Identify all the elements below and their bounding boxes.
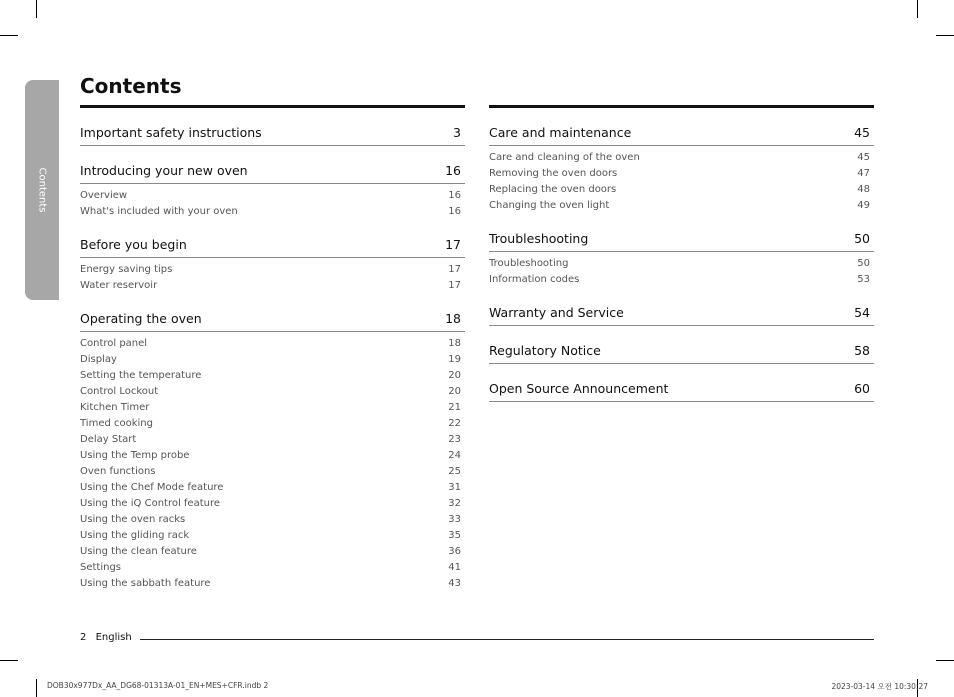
toc-item-page: 17 bbox=[448, 264, 461, 275]
toc-item-label: Changing the oven light bbox=[489, 200, 610, 211]
toc-section bbox=[489, 326, 874, 364]
toc-item-label: Control panel bbox=[80, 338, 148, 349]
crop-mark bbox=[36, 0, 37, 18]
toc-item-label: Overview bbox=[80, 190, 128, 201]
toc-item[interactable] bbox=[80, 432, 465, 448]
toc-item-label: Using the iQ Control feature bbox=[80, 498, 221, 509]
toc-item-label: Replacing the oven doors bbox=[489, 184, 617, 195]
toc-item-page: 31 bbox=[448, 482, 461, 493]
toc-item-page: 24 bbox=[448, 450, 461, 461]
toc-section-page: 16 bbox=[445, 163, 461, 178]
toc-item-list bbox=[80, 258, 465, 294]
side-tab bbox=[25, 80, 59, 300]
toc-section bbox=[80, 108, 465, 146]
toc-item-label: Timed cooking bbox=[80, 418, 153, 429]
crop-mark bbox=[917, 0, 918, 18]
toc-section-heading[interactable] bbox=[489, 381, 874, 402]
toc-section-title: Troubleshooting bbox=[489, 231, 589, 246]
toc-item[interactable] bbox=[80, 576, 465, 592]
toc-left-column bbox=[80, 105, 465, 592]
toc-item-list bbox=[489, 146, 874, 214]
toc-section-title: Regulatory Notice bbox=[489, 343, 601, 358]
toc-item-label: Using the Chef Mode feature bbox=[80, 482, 224, 493]
toc-item-label: Troubleshooting bbox=[489, 258, 569, 269]
toc-item[interactable] bbox=[489, 150, 874, 166]
toc-item-label: Kitchen Timer bbox=[80, 402, 150, 413]
toc-section bbox=[80, 146, 465, 220]
toc-item-label: Using the Temp probe bbox=[80, 450, 190, 461]
crop-mark bbox=[936, 35, 954, 36]
toc-section-page: 18 bbox=[445, 311, 461, 326]
toc-item-page: 19 bbox=[448, 354, 461, 365]
footer-rule bbox=[140, 639, 874, 640]
toc-item[interactable] bbox=[489, 272, 874, 288]
toc-item[interactable] bbox=[80, 204, 465, 220]
toc-section-title: Before you begin bbox=[80, 237, 187, 252]
side-tab-label: Contents bbox=[36, 167, 48, 213]
toc-item[interactable] bbox=[80, 278, 465, 294]
toc-section-page: 58 bbox=[854, 343, 870, 358]
footer-page-info bbox=[80, 632, 132, 643]
toc-item-page: 47 bbox=[857, 168, 870, 179]
imprint-file: DOB30x977Dx_AA_DG68-01313A-01_EN+MES+CFR.indb 2 bbox=[47, 681, 269, 690]
page-number: 2 bbox=[80, 632, 87, 643]
toc-item-page: 21 bbox=[448, 402, 461, 413]
toc-item-page: 48 bbox=[857, 184, 870, 195]
toc-item-label: Information codes bbox=[489, 274, 580, 285]
toc-item-list bbox=[489, 252, 874, 288]
toc-item[interactable] bbox=[80, 464, 465, 480]
toc-item-label: Using the clean feature bbox=[80, 546, 197, 557]
toc-item-page: 35 bbox=[448, 530, 461, 541]
toc-item-page: 36 bbox=[448, 546, 461, 557]
crop-mark bbox=[936, 660, 954, 661]
toc-item[interactable] bbox=[80, 336, 465, 352]
crop-mark bbox=[0, 660, 18, 661]
crop-mark bbox=[36, 679, 37, 697]
toc-item-page: 16 bbox=[448, 190, 461, 201]
toc-item-page: 53 bbox=[857, 274, 870, 285]
toc-item[interactable] bbox=[80, 448, 465, 464]
toc-item-label: Using the gliding rack bbox=[80, 530, 190, 541]
toc-item-page: 25 bbox=[448, 466, 461, 477]
toc-section-heading[interactable] bbox=[80, 163, 465, 184]
toc-item[interactable] bbox=[80, 560, 465, 576]
toc-item[interactable] bbox=[80, 480, 465, 496]
toc-section bbox=[489, 108, 874, 214]
toc-section-title: Open Source Announcement bbox=[489, 381, 669, 396]
toc-item[interactable] bbox=[489, 182, 874, 198]
toc-item-page: 18 bbox=[448, 338, 461, 349]
imprint-date: 2023-03-14 오전 10:30:27 bbox=[831, 682, 928, 691]
page-title: Contents bbox=[80, 74, 182, 98]
toc-item-list bbox=[80, 332, 465, 592]
toc-item[interactable] bbox=[80, 512, 465, 528]
toc-item-page: 50 bbox=[857, 258, 870, 269]
toc-item[interactable] bbox=[80, 352, 465, 368]
toc-section bbox=[80, 294, 465, 592]
toc-section-page: 50 bbox=[854, 231, 870, 246]
toc-item[interactable] bbox=[489, 166, 874, 182]
toc-item[interactable] bbox=[80, 400, 465, 416]
toc-item[interactable] bbox=[489, 256, 874, 272]
toc-item-page: 22 bbox=[448, 418, 461, 429]
toc-item-page: 16 bbox=[448, 206, 461, 217]
footer-language: English bbox=[95, 632, 132, 643]
toc-item-page: 20 bbox=[448, 370, 461, 381]
toc-item-label: Control Lockout bbox=[80, 386, 159, 397]
toc-item-page: 20 bbox=[448, 386, 461, 397]
toc-item-page: 23 bbox=[448, 434, 461, 445]
toc-item-page: 32 bbox=[448, 498, 461, 509]
toc-item-label: Using the oven racks bbox=[80, 514, 186, 525]
toc-item-label: Settings bbox=[80, 562, 122, 573]
toc-section-title: Operating the oven bbox=[80, 311, 202, 326]
toc-item-label: Display bbox=[80, 354, 117, 365]
toc-item-label: Oven functions bbox=[80, 466, 156, 477]
toc-item-page: 43 bbox=[448, 578, 461, 589]
toc-section-heading[interactable] bbox=[489, 343, 874, 364]
toc-section-heading[interactable] bbox=[489, 231, 874, 252]
toc-item-label: Removing the oven doors bbox=[489, 168, 618, 179]
toc-item[interactable] bbox=[80, 262, 465, 278]
toc-item[interactable] bbox=[80, 544, 465, 560]
toc-item[interactable] bbox=[80, 496, 465, 512]
toc-item-label: Delay Start bbox=[80, 434, 137, 445]
toc-item-label: Care and cleaning of the oven bbox=[489, 152, 640, 163]
toc-item-page: 33 bbox=[448, 514, 461, 525]
toc-item[interactable] bbox=[489, 198, 874, 214]
toc-section-title: Care and maintenance bbox=[489, 125, 632, 140]
toc-section-heading[interactable] bbox=[80, 311, 465, 332]
toc-item-label: Using the sabbath feature bbox=[80, 578, 211, 589]
crop-mark bbox=[0, 35, 18, 36]
toc-item-label: Setting the temperature bbox=[80, 370, 202, 381]
toc-section-page: 17 bbox=[445, 237, 461, 252]
toc-item-list bbox=[80, 184, 465, 220]
toc-item-page: 49 bbox=[857, 200, 870, 211]
toc-item-page: 17 bbox=[448, 280, 461, 291]
toc-section-heading[interactable] bbox=[80, 237, 465, 258]
toc-right-column bbox=[489, 105, 874, 402]
toc-item[interactable] bbox=[80, 368, 465, 384]
toc-item-page: 41 bbox=[448, 562, 461, 573]
toc-item[interactable] bbox=[80, 528, 465, 544]
toc-item[interactable] bbox=[80, 188, 465, 204]
toc-section-title: Important safety instructions bbox=[80, 125, 262, 140]
toc-section-page: 54 bbox=[854, 305, 870, 320]
toc-section bbox=[489, 364, 874, 402]
toc-section-page: 3 bbox=[453, 125, 461, 140]
toc-item[interactable] bbox=[80, 416, 465, 432]
toc-item-label: Water reservoir bbox=[80, 280, 158, 291]
toc-section-heading[interactable] bbox=[489, 305, 874, 326]
toc-item-label: What's included with your oven bbox=[80, 206, 238, 217]
toc-item-page: 45 bbox=[857, 152, 870, 163]
toc-section-title: Introducing your new oven bbox=[80, 163, 248, 178]
toc-section bbox=[80, 220, 465, 294]
toc-section-title: Warranty and Service bbox=[489, 305, 624, 320]
toc-section-page: 45 bbox=[854, 125, 870, 140]
toc-section bbox=[489, 288, 874, 326]
toc-section-heading[interactable] bbox=[80, 125, 465, 146]
toc-item[interactable] bbox=[80, 384, 465, 400]
toc-item-label: Energy saving tips bbox=[80, 264, 173, 275]
toc-section-heading[interactable] bbox=[489, 125, 874, 146]
toc-section-page: 60 bbox=[854, 381, 870, 396]
toc-section bbox=[489, 214, 874, 288]
